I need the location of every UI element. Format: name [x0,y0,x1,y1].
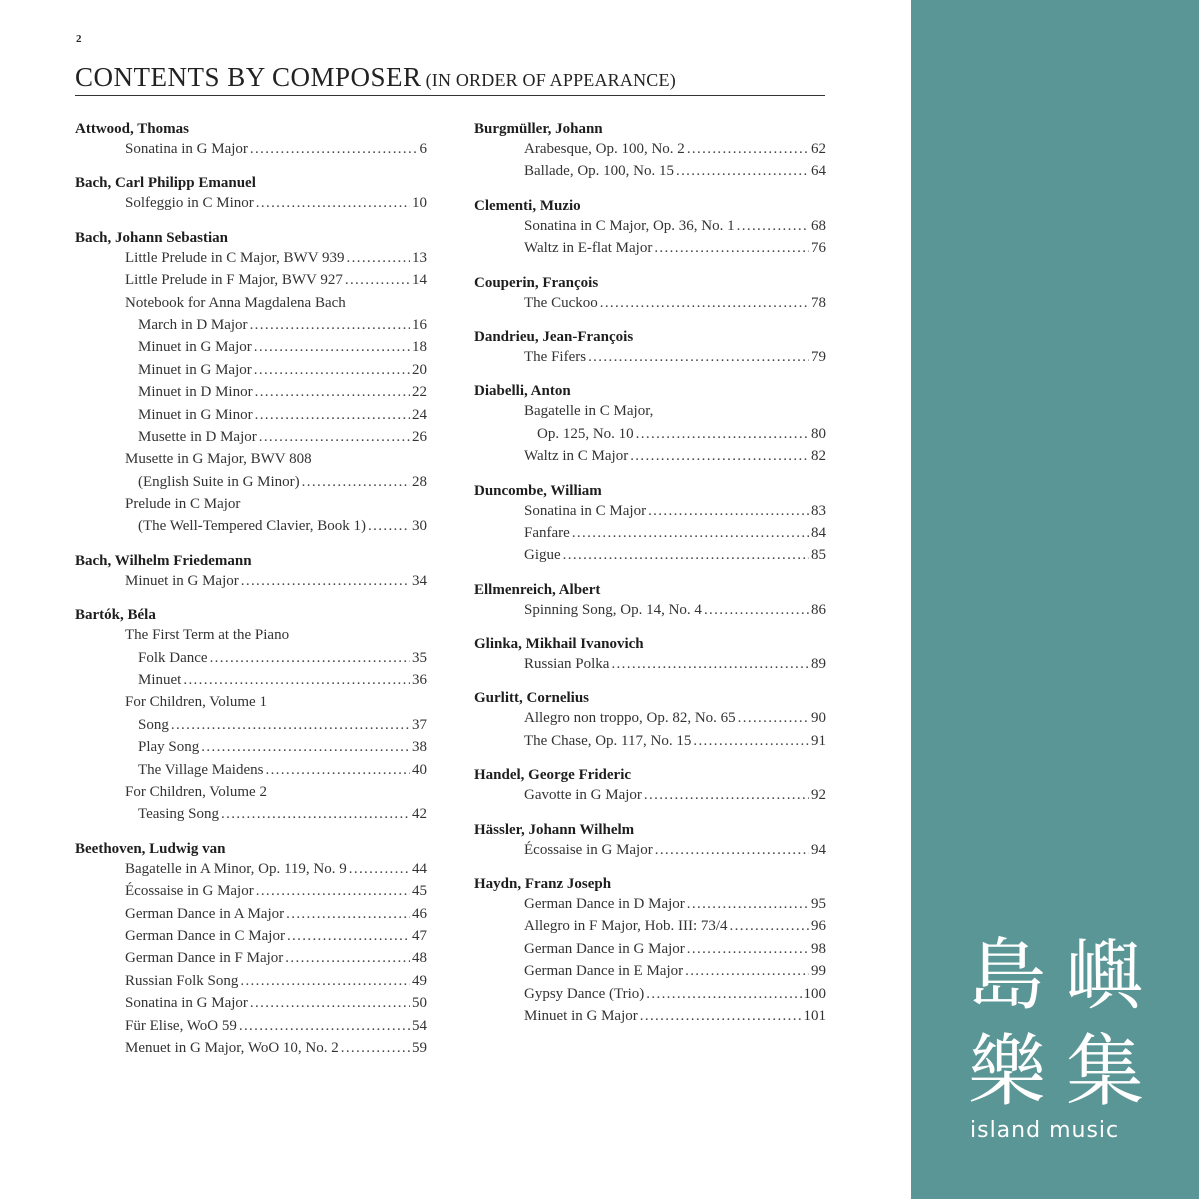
toc-entry[interactable] [474,346,826,368]
toc-entry[interactable] [75,426,427,448]
entry-title: Russian Polka [524,656,610,673]
toc-entry[interactable] [75,247,427,269]
toc-entry[interactable] [75,970,427,992]
dot-leader [685,960,809,982]
composer-name: Gurlitt, Cornelius [474,690,589,707]
toc-entry[interactable] [75,471,427,493]
toc-group-heading [75,691,427,713]
dot-leader [630,445,809,467]
entry-page-number: 95 [811,896,826,913]
entry-page-number: 44 [412,860,427,877]
composer-name: Clementi, Muzio [474,197,581,214]
composer-name: Bach, Carl Philipp Emanuel [75,175,256,192]
toc-entry[interactable] [75,359,427,381]
toc-entry[interactable] [75,1015,427,1037]
entry-title: Play Song [138,739,200,756]
entry-title: German Dance in C Major [125,927,285,944]
entry-title: Allegro in F Major, Hob. III: 73/4 [524,918,728,935]
dot-leader [250,992,410,1014]
entry-title: German Dance in D Major [524,896,685,913]
composer-name: Beethoven, Ludwig van [75,840,226,857]
dot-leader [255,381,410,403]
dot-leader [572,522,809,544]
entry-page-number: 82 [811,448,826,465]
dot-leader [687,138,809,160]
dot-leader [287,925,410,947]
entry-title: Minuet in G Minor [138,406,253,423]
dot-leader [737,215,809,237]
composer-section [75,602,427,826]
entry-page-number: 83 [811,502,826,519]
entry-page-number: 89 [811,656,826,673]
dot-leader [611,653,809,675]
entry-title: Waltz in C Major [524,448,629,465]
composer-section [474,270,826,314]
composer-name: Bartók, Béla [75,607,156,624]
entry-title: Écossaise in G Major [524,841,653,858]
dot-leader [250,138,418,160]
entry-page-number: 54 [412,1017,427,1034]
logo-cjk-characters [962,928,1152,1120]
entry-title: Sonatina in C Major, Op. 36, No. 1 [524,217,735,234]
toc-group-heading [75,493,427,515]
toc-entry[interactable] [75,858,427,880]
dot-leader [687,893,809,915]
logo-char: 嶼 [1065,931,1144,1021]
entry-page-number: 45 [412,883,427,900]
entry-title: For Children, Volume 1 [125,694,267,711]
dot-leader [636,423,809,445]
toc-entry[interactable] [75,138,427,160]
toc-entry[interactable] [474,500,826,522]
dot-leader [265,759,410,781]
entry-title: Bagatelle in A Minor, Op. 119, No. 9 [125,860,347,877]
entry-page-number: 13 [412,249,427,266]
toc-entry[interactable] [75,192,427,214]
dot-leader [654,237,809,259]
toc-group-heading [75,448,427,470]
toc-entry[interactable] [75,314,427,336]
entry-title: (English Suite in G Minor) [138,473,300,490]
entry-title: German Dance in F Major [125,950,284,967]
composer-name: Diabelli, Anton [474,383,571,400]
composer-name: Duncombe, William [474,482,602,499]
entry-page-number: 37 [412,716,427,733]
entry-title: The Fifers [524,348,587,365]
composer-section [474,685,826,752]
entry-page-number: 47 [412,927,427,944]
entry-title: Minuet in G Major [125,572,239,589]
entry-page-number: 90 [811,710,826,727]
composer-name: Ellmenreich, Albert [474,581,601,598]
composer-name: Bach, Wilhelm Friedemann [75,552,252,569]
entry-title: The Chase, Op. 117, No. 15 [524,732,692,749]
composer-section [474,378,826,467]
dot-leader [201,736,410,758]
entry-page-number: 28 [412,473,427,490]
toc-group-heading [75,292,427,314]
entry-page-number: 10 [412,195,427,212]
entry-title: Gavotte in G Major [524,787,642,804]
entry-page-number: 64 [811,163,826,180]
dot-leader [655,839,809,861]
toc-entry[interactable] [474,1005,826,1027]
dot-leader [254,336,410,358]
toc-entry[interactable] [75,925,427,947]
dot-leader [704,599,809,621]
toc-entry[interactable] [75,736,427,758]
entry-title: Prelude in C Major [125,496,241,513]
toc-entry[interactable] [75,647,427,669]
dot-leader [285,947,410,969]
island-music-logo [962,928,1152,1158]
entry-title: Sonatina in G Major [125,141,248,157]
entry-page-number: 59 [412,1039,427,1056]
dot-leader [254,359,410,381]
toc-entry[interactable] [75,381,427,403]
entry-title: Little Prelude in F Major, BWV 927 [125,272,343,289]
entry-page-number: 26 [412,428,427,445]
dot-leader [286,903,410,925]
entry-page-number: 80 [811,425,826,442]
entry-title: Op. 125, No. 10 [537,425,634,442]
entry-title: Sonatina in G Major [125,995,248,1012]
composer-section [474,631,826,675]
entry-title: German Dance in A Major [125,905,285,922]
toc-entry[interactable] [75,714,427,736]
logo-char: 樂 [967,1027,1046,1117]
entry-page-number: 36 [412,672,427,689]
entry-page-number: 49 [412,972,427,989]
composer-section [75,116,427,160]
toc-group-heading [474,400,826,422]
entry-title: German Dance in E Major [524,963,684,980]
dot-leader [687,938,809,960]
toc-entry[interactable] [474,938,826,960]
composer-section [474,817,826,861]
composer-name: Hässler, Johann Wilhelm [474,821,635,838]
entry-title: The Village Maidens [138,761,264,778]
entry-page-number: 38 [412,739,427,756]
entry-title: Minuet in G Major [524,1007,638,1024]
entry-title: The First Term at the Piano [125,627,290,644]
toc-entry[interactable] [474,544,826,566]
dot-leader [241,570,410,592]
entry-page-number: 68 [811,217,826,234]
toc-entry[interactable] [474,599,826,621]
toc-entry[interactable] [75,336,427,358]
entry-page-number: 84 [811,524,826,541]
entry-page-number: 42 [412,806,427,823]
dot-leader [368,515,410,537]
entry-title: Menuet in G Major, WoO 10, No. 2 [125,1039,339,1056]
composer-section [75,170,427,214]
entry-title: Teasing Song [138,806,220,823]
composer-section [474,324,826,368]
dot-leader [221,803,410,825]
composer-section [75,836,427,1060]
dot-leader [640,1005,802,1027]
entry-page-number: 76 [811,240,826,257]
entry-page-number: 46 [412,905,427,922]
dot-leader [347,247,410,269]
logo-char: 島 [967,931,1046,1021]
entry-title: Gigue [524,547,561,564]
dot-leader [676,160,809,182]
toc-entry[interactable] [75,803,427,825]
left-column [75,116,427,1069]
dot-leader [256,880,410,902]
entry-title: Russian Folk Song [125,972,239,989]
page-number: 2 [76,33,82,45]
entry-page-number: 79 [811,348,826,365]
composer-name: Dandrieu, Jean-François [474,328,634,345]
entry-page-number: 14 [412,272,427,289]
entry-title: Minuet in G Major [138,339,252,356]
dot-leader [250,314,410,336]
composer-name: Haydn, Franz Joseph [474,876,612,893]
toc-entry[interactable] [474,522,826,544]
entry-page-number: 6 [419,141,427,157]
page-title [75,62,825,96]
toc-entry[interactable] [474,237,826,259]
toc-entry[interactable] [75,947,427,969]
entry-page-number: 91 [811,732,826,749]
dot-leader [738,707,809,729]
entry-page-number: 100 [803,985,826,1002]
toc-entry[interactable] [474,839,826,861]
toc-entry[interactable] [75,570,427,592]
title-main: CONTENTS BY COMPOSER [75,62,422,92]
entry-page-number: 62 [811,141,826,157]
composer-name: Couperin, François [474,274,599,291]
dot-leader [730,915,809,937]
dot-leader [259,426,410,448]
entry-title: Waltz in E-flat Major [524,240,653,257]
entry-title: Musette in G Major, BWV 808 [125,451,312,468]
composer-name: Attwood, Thomas [75,121,189,137]
entry-title: Minuet [138,672,182,689]
toc-entry[interactable] [474,160,826,182]
entry-title: March in D Major [138,316,248,333]
toc-entry[interactable] [474,960,826,982]
composer-section [474,577,826,621]
entry-page-number: 99 [811,963,826,980]
dot-leader [345,269,410,291]
composer-section [474,478,826,567]
entry-page-number: 101 [803,1007,826,1024]
composer-name: Bach, Johann Sebastian [75,229,228,246]
composer-section [474,116,826,183]
dot-leader [600,292,809,314]
entry-page-number: 35 [412,649,427,666]
entry-title: Bagatelle in C Major, [524,403,654,420]
entry-title: German Dance in G Major [524,940,685,957]
entry-title: Minuet in G Major [138,361,252,378]
dot-leader [302,471,410,493]
composer-section [474,762,826,806]
entry-page-number: 85 [811,547,826,564]
toc-entry[interactable] [75,992,427,1014]
dot-leader [648,500,809,522]
entry-title: Folk Dance [138,649,208,666]
entry-page-number: 96 [811,918,826,935]
dot-leader [349,858,410,880]
right-column [474,116,826,1037]
entry-page-number: 94 [811,841,826,858]
dot-leader [256,192,410,214]
toc-entry[interactable] [474,423,826,445]
dot-leader [644,784,809,806]
entry-title: For Children, Volume 2 [125,783,267,800]
composer-section [75,225,427,538]
dot-leader [563,544,809,566]
toc-entry[interactable] [75,669,427,691]
toc-entry[interactable] [474,915,826,937]
entry-title: Allegro non troppo, Op. 82, No. 65 [524,710,736,727]
toc-entry[interactable] [75,903,427,925]
composer-name: Handel, George Frideric [474,767,632,784]
entry-page-number: 30 [412,518,427,535]
entry-page-number: 86 [811,601,826,618]
dot-leader [341,1037,410,1059]
dot-leader [171,714,410,736]
toc-entry[interactable] [474,445,826,467]
entry-title: Solfeggio in C Minor [125,195,254,212]
toc-entry[interactable] [474,784,826,806]
dot-leader [646,983,801,1005]
toc-entry[interactable] [75,269,427,291]
entry-title: Song [138,716,169,733]
entry-page-number: 98 [811,940,826,957]
toc-entry[interactable] [474,893,826,915]
entry-title: The Cuckoo [524,294,598,311]
toc-entry[interactable] [75,759,427,781]
entry-title: Notebook for Anna Magdalena Bach [125,294,346,311]
dot-leader [210,647,410,669]
toc-entry[interactable] [75,1037,427,1059]
composer-section [75,548,427,592]
entry-title: Little Prelude in C Major, BWV 939 [125,249,345,266]
entry-page-number: 22 [412,384,427,401]
dot-leader [588,346,809,368]
logo-char: 集 [1065,1027,1144,1117]
entry-title: Fanfare [524,524,570,541]
title-subtitle: (IN ORDER OF APPEARANCE) [425,70,676,90]
entry-title: Minuet in D Minor [138,384,253,401]
dot-leader [183,669,410,691]
toc-entry[interactable] [75,880,427,902]
toc-entry[interactable] [474,983,826,1005]
dot-leader [693,730,809,752]
entry-page-number: 48 [412,950,427,967]
entry-title: Musette in D Major [138,428,257,445]
dot-leader [239,1015,410,1037]
toc-group-heading [75,781,427,803]
toc-entry[interactable] [474,138,826,160]
toc-entry[interactable] [474,653,826,675]
toc-entry[interactable] [474,707,826,729]
entry-page-number: 24 [412,406,427,423]
composer-section [474,871,826,1027]
entry-title: Spinning Song, Op. 14, No. 4 [524,601,702,618]
composer-section [474,193,826,260]
composer-name: Burgmüller, Johann [474,121,603,137]
entry-page-number: 50 [412,995,427,1012]
toc-entry[interactable] [474,292,826,314]
entry-page-number: 40 [412,761,427,778]
toc-group-heading [75,624,427,646]
dot-leader [240,970,410,992]
entry-page-number: 92 [811,787,826,804]
toc-entry[interactable] [474,215,826,237]
entry-page-number: 16 [412,316,427,333]
entry-page-number: 20 [412,361,427,378]
toc-entry[interactable] [75,404,427,426]
toc-entry[interactable] [474,730,826,752]
entry-title: Arabesque, Op. 100, No. 2 [524,141,685,157]
composer-name: Glinka, Mikhail Ivanovich [474,636,644,653]
dot-leader [255,404,410,426]
entry-title: Ballade, Op. 100, No. 15 [524,163,674,180]
entry-title: Écossaise in G Major [125,883,254,900]
entry-title: Gypsy Dance (Trio) [524,985,645,1002]
logo-text: island music [970,1118,1120,1143]
toc-entry[interactable] [75,515,427,537]
entry-title: (The Well-Tempered Clavier, Book 1) [138,518,367,535]
entry-page-number: 34 [412,572,427,589]
entry-title: Für Elise, WoO 59 [125,1017,237,1034]
entry-page-number: 18 [412,339,427,356]
entry-title: Sonatina in C Major [524,502,647,519]
entry-page-number: 78 [811,294,826,311]
